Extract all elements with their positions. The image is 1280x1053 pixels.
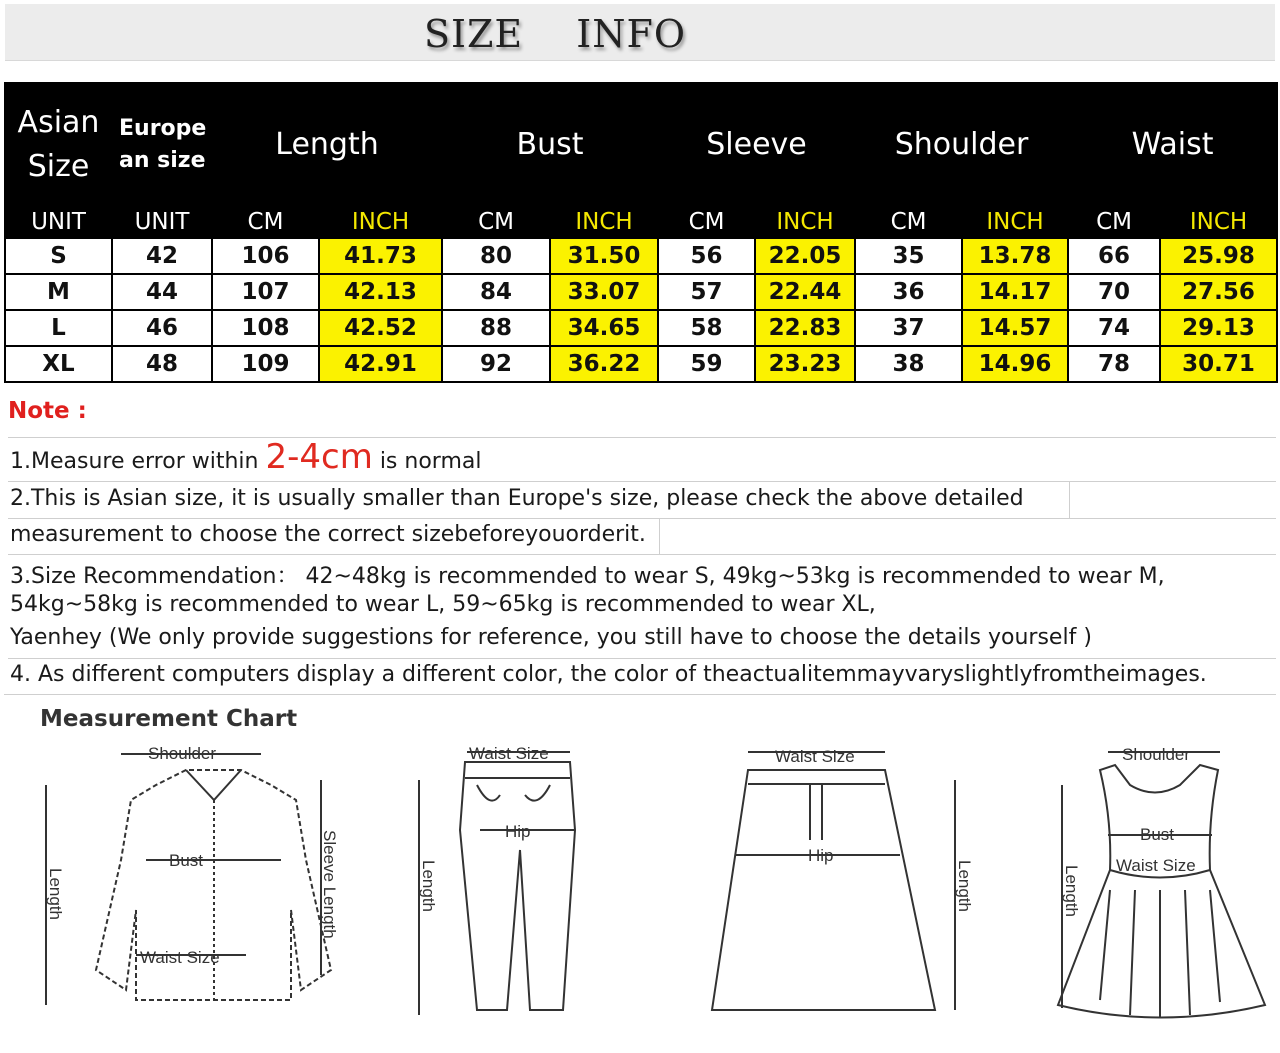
header-europe-size: Europe an size	[112, 83, 212, 206]
table-cell: M	[5, 274, 112, 310]
table-cell: 88	[442, 310, 550, 346]
table-cell: 92	[442, 346, 550, 382]
divider	[8, 658, 1276, 659]
table-cell: 36	[855, 274, 962, 310]
table-cell: 42.52	[319, 310, 442, 346]
table-cell: 27.56	[1160, 274, 1277, 310]
pants-diagram	[405, 740, 595, 1025]
table-row	[5, 346, 1277, 382]
divider	[659, 518, 660, 554]
table-cell: 33.07	[550, 274, 658, 310]
chart-title: Measurement Chart	[40, 706, 298, 732]
shirt-shoulder-label: Shoulder	[148, 744, 217, 763]
table-cell: 56	[658, 238, 755, 274]
page-title: SIZE INFO	[423, 12, 687, 56]
header-bust: Bust	[442, 83, 658, 206]
table-cell: 29.13	[1160, 310, 1277, 346]
note-line-1: 1.Measure error within 2-4cm is normal	[10, 437, 482, 477]
table-cell: 30.71	[1160, 346, 1277, 382]
table-cell: 78	[1068, 346, 1160, 382]
table-cell: 14.57	[962, 310, 1068, 346]
unit-cell: CM	[658, 206, 755, 238]
table-cell: L	[5, 310, 112, 346]
note-line-2: 2.This is Asian size, it is usually smaller than Europe's size, please check the above detailed	[10, 486, 1024, 511]
unit-cell: INCH	[962, 206, 1068, 238]
table-cell: S	[5, 238, 112, 274]
unit-cell: CM	[442, 206, 550, 238]
table-cell: 80	[442, 238, 550, 274]
table-cell: 36.22	[550, 346, 658, 382]
title-bar	[5, 4, 1275, 61]
table-cell: 37	[855, 310, 962, 346]
note-title: Note :	[8, 398, 87, 424]
unit-cell: INCH	[1160, 206, 1277, 238]
table-cell: 35	[855, 238, 962, 274]
skirt-length-label: Length	[955, 860, 974, 912]
pants-length-label: Length	[419, 860, 438, 912]
table-cell: 74	[1068, 310, 1160, 346]
table-cell: 22.44	[755, 274, 855, 310]
unit-cell: CM	[855, 206, 962, 238]
unit-cell: CM	[1068, 206, 1160, 238]
header-shoulder: Shoulder	[855, 83, 1068, 206]
skirt-waist-label: Waist Size	[775, 747, 855, 766]
table-cell: 58	[658, 310, 755, 346]
dress-shoulder-label: Shoulder	[1122, 745, 1191, 764]
skirt-hip-label: Hip	[808, 846, 834, 865]
table-cell: 44	[112, 274, 212, 310]
pants-hip-label: Hip	[505, 822, 531, 841]
dress-waist-label: Waist Size	[1116, 856, 1196, 875]
table-row	[5, 274, 1277, 310]
note-line-3: measurement to choose the correct sizebeforeyouorderit.	[10, 522, 646, 547]
table-cell: 84	[442, 274, 550, 310]
table-cell: 14.96	[962, 346, 1068, 382]
pants-waist-label: Waist Size	[469, 744, 549, 763]
unit-cell: INCH	[755, 206, 855, 238]
table-cell: 107	[212, 274, 319, 310]
dress-diagram	[1040, 740, 1270, 1025]
header-sleeve: Sleeve	[658, 83, 855, 206]
table-cell: XL	[5, 346, 112, 382]
table-cell: 34.65	[550, 310, 658, 346]
skirt-diagram	[700, 740, 990, 1025]
table-cell: 42.13	[319, 274, 442, 310]
divider	[8, 518, 1276, 519]
table-row	[5, 238, 1277, 274]
table-cell: 48	[112, 346, 212, 382]
table-cell: 25.98	[1160, 238, 1277, 274]
note-line-4: 3.Size Recommendation： 42~48kg is recommended to wear S, 49kg~53kg is recommended to wear M,	[10, 564, 1165, 589]
note-line-5: 54kg~58kg is recommended to wear L, 59~65kg is recommended to wear XL,	[10, 592, 876, 617]
note-highlight: 2-4cm	[265, 437, 373, 477]
shirt-waist-label: Waist Size	[140, 948, 220, 967]
table-cell: 59	[658, 346, 755, 382]
size-table	[4, 82, 1278, 383]
divider	[1069, 481, 1070, 518]
table-cell: 57	[658, 274, 755, 310]
dress-bust-label: Bust	[1140, 825, 1175, 844]
table-header-row	[5, 83, 1277, 206]
header-asian-size: Asian Size	[5, 83, 112, 206]
table-cell: 109	[212, 346, 319, 382]
shirt-diagram	[36, 740, 356, 1025]
header-length: Length	[212, 83, 442, 206]
table-cell: 14.17	[962, 274, 1068, 310]
shirt-length-label: Length	[46, 868, 65, 920]
header-waist: Waist	[1068, 83, 1277, 206]
divider	[8, 554, 1276, 555]
table-cell: 42	[112, 238, 212, 274]
table-cell: 13.78	[962, 238, 1068, 274]
table-cell: 31.50	[550, 238, 658, 274]
shirt-bust-label: Bust	[169, 851, 204, 870]
table-row	[5, 310, 1277, 346]
table-cell: 42.91	[319, 346, 442, 382]
table-cell: 22.83	[755, 310, 855, 346]
table-cell: 23.23	[755, 346, 855, 382]
unit-cell: CM	[212, 206, 319, 238]
table-cell: 38	[855, 346, 962, 382]
table-cell: 41.73	[319, 238, 442, 274]
table-cell: 66	[1068, 238, 1160, 274]
unit-cell: INCH	[550, 206, 658, 238]
table-cell: 70	[1068, 274, 1160, 310]
dress-length-label: Length	[1062, 865, 1081, 917]
unit-cell: UNIT	[5, 206, 112, 238]
unit-cell: UNIT	[112, 206, 212, 238]
table-cell: 108	[212, 310, 319, 346]
divider	[8, 481, 1276, 482]
table-cell: 46	[112, 310, 212, 346]
table-cell: 22.05	[755, 238, 855, 274]
unit-row	[5, 206, 1277, 238]
unit-cell: INCH	[319, 206, 442, 238]
note-line-7: 4. As different computers display a different color, the color of theactualitemmayvaryslightlyfromtheimages.	[10, 662, 1207, 687]
table-cell: 106	[212, 238, 319, 274]
shirt-sleeve-label: Sleeve Length	[320, 830, 339, 939]
note-line-6: Yaenhey (We only provide suggestions for reference, you still have to choose the details yourself )	[10, 625, 1092, 650]
